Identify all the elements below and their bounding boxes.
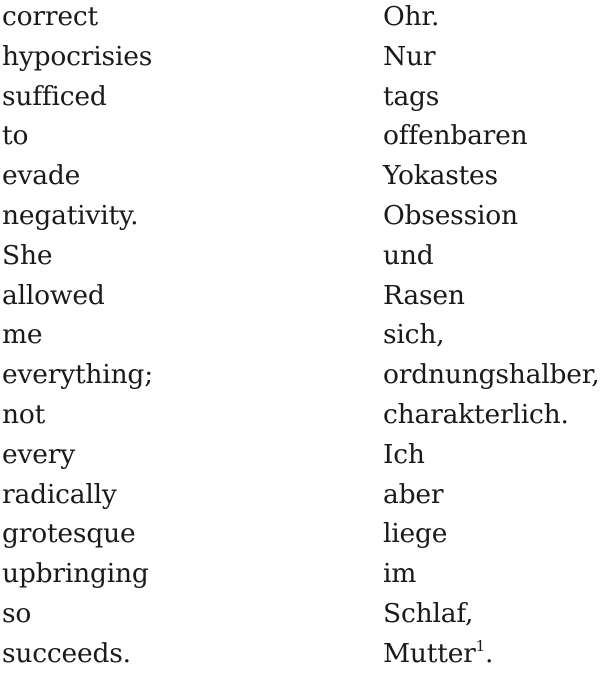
german-line-7: und xyxy=(383,239,434,271)
german-line-17-text: Mutter xyxy=(383,637,476,669)
english-line-14: grotesque xyxy=(2,518,136,550)
english-line-5: evade xyxy=(2,160,81,192)
english-line-11: not xyxy=(2,398,46,430)
english-line-2: hypocrisies xyxy=(2,40,153,72)
german-line-9: sich, xyxy=(383,319,445,351)
english-line-7: She xyxy=(2,239,53,271)
english-line-17: succeeds. xyxy=(2,637,131,669)
german-line-1: Ohr. xyxy=(383,1,440,32)
english-line-15: upbringing xyxy=(2,558,149,590)
german-line-5: Yokastes xyxy=(383,160,498,192)
english-line-16: so xyxy=(2,597,32,629)
german-line-4: offenbaren xyxy=(383,120,528,152)
german-line-8: Rasen xyxy=(383,279,465,311)
german-line-10: ordnungshalber, xyxy=(383,359,600,391)
english-line-6: negativity. xyxy=(2,199,139,231)
german-line-14: liege xyxy=(383,518,448,550)
english-line-9: me xyxy=(2,319,43,351)
english-line-10: everything; xyxy=(2,359,153,391)
german-line-15: im xyxy=(383,558,417,590)
footnote-marker[interactable]: 1 xyxy=(475,636,485,655)
german-line-2: Nur xyxy=(383,40,436,72)
german-line-3: tags xyxy=(383,80,440,112)
german-line-17-period: . xyxy=(485,637,494,669)
german-column xyxy=(383,0,600,674)
english-line-13: radically xyxy=(2,478,117,510)
english-line-3: sufficed xyxy=(2,80,107,112)
english-line-8: allowed xyxy=(2,279,105,311)
english-line-12: every xyxy=(2,438,75,470)
german-line-17 xyxy=(383,634,600,674)
english-column xyxy=(2,0,362,674)
german-line-6: Obsession xyxy=(383,199,518,231)
english-line-4: to xyxy=(2,120,29,152)
german-line-16: Schlaf, xyxy=(383,597,474,629)
english-line-1: correct xyxy=(2,1,98,32)
german-line-13: aber xyxy=(383,478,444,510)
german-line-11: charakterlich. xyxy=(383,398,569,430)
german-line-12: Ich xyxy=(383,438,425,470)
